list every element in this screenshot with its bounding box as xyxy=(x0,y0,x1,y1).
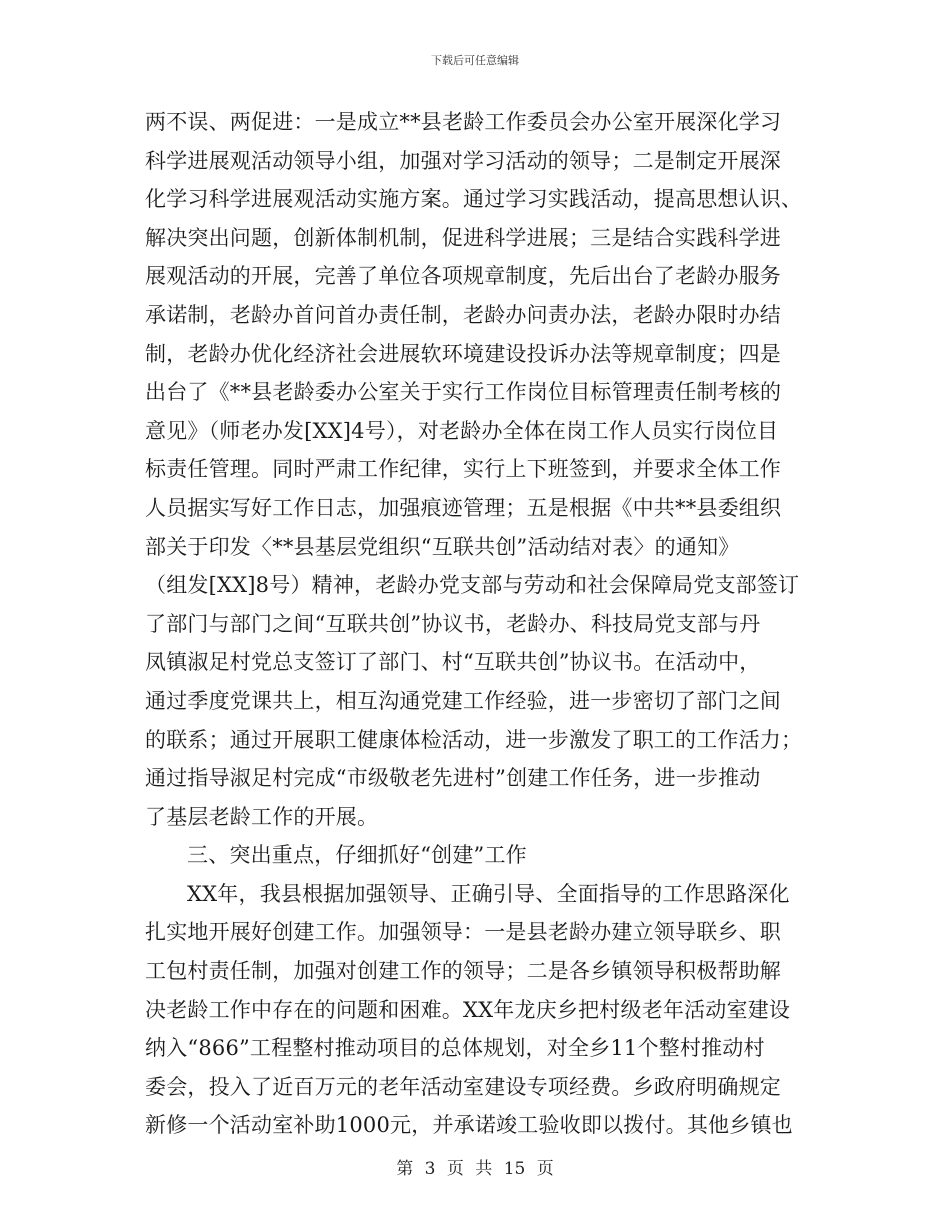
text-line: 新修一个活动室补助1000元，并承诺竣工验收即以拨付。其他乡镇也 xyxy=(145,1113,793,1138)
text-line: 两不误、两促进：一是成立**县老龄工作委员会办公室开展深化学习 xyxy=(145,110,782,134)
text-line: 通过指导淑足村完成“市级敬老先进村”创建工作任务，进一步推动 xyxy=(145,766,761,791)
text-line: 展观活动的开展，完善了单位各项规章制度，先后出台了老龄办服务 xyxy=(145,264,781,289)
text-line: 了部门与部门之间“互联共创”协议书，老龄办、科技局党支部与丹 xyxy=(145,611,761,636)
text-line: 纳入“866”工程整村推动项目的总体规划，对全乡11个整村推动村 xyxy=(145,1036,765,1061)
text-line: 人员据实写好工作日志，加强痕迹管理；五是根据《中共**县委组织 xyxy=(145,495,782,520)
text-line: 的联系；通过开展职工健康体检活动，进一步激发了职工的工作活力； xyxy=(145,727,803,752)
text-line: 部关于印发〈**县基层党组织“互联共创”活动结对表〉的通知》 xyxy=(145,534,740,559)
text-line: 工包村责任制，加强对创建工作的领导；二是各乡镇领导积极帮助解 xyxy=(145,959,781,984)
text-line: 制，老龄办优化经济社会进展软环境建设投诉办法等规章制度；四是 xyxy=(145,341,781,366)
text-line: 解决突出问题，创新体制机制，促进科学进展；三是结合实践科学进 xyxy=(145,225,781,250)
page-header: 下载后可任意编辑 xyxy=(431,54,519,67)
text-line: 扎实地开展好创建工作。加强领导：一是县老龄办建立领导联乡、职 xyxy=(145,920,781,945)
text-line: 委会，投入了近百万元的老年活动室建设专项经费。乡政府明确规定 xyxy=(145,1074,781,1099)
text-line: 通过季度党课共上，相互沟通党建工作经验，进一步密切了部门之间 xyxy=(145,688,781,713)
text-line: 凤镇淑足村党总支签订了部门、村“互联共创”协议书。在活动中， xyxy=(145,650,761,675)
text-line: 承诺制，老龄办首问首办责任制，老龄办问责办法，老龄办限时办结 xyxy=(145,302,781,327)
text-line: 化学习科学进展观活动实施方案。通过学习实践活动，提高思想认识、 xyxy=(145,187,803,212)
text-line: 三、突出重点，仔细抓好“创建”工作 xyxy=(187,843,527,868)
text-line: 标责任管理。同时严肃工作纪律，实行上下班签到，并要求全体工作 xyxy=(145,457,781,482)
text-line: 科学进展观活动领导小组，加强对学习活动的领导；二是制定开展深 xyxy=(145,148,781,173)
page-number: 第 3 页 共 15 页 xyxy=(396,1159,554,1179)
text-line: （组发[XX]8号）精神，老龄办党支部与劳动和社会保障局党支部签订 xyxy=(145,573,800,598)
text-line: XX年，我县根据加强领导、正确引导、全面指导的工作思路深化 xyxy=(187,881,790,906)
text-line: 决老龄工作中存在的问题和困难。XX年龙庆乡把村级老年活动室建设 xyxy=(145,997,791,1022)
document-body xyxy=(145,103,805,1145)
text-line: 了基层老龄工作的开展。 xyxy=(145,804,379,829)
text-line: 出台了《**县老龄委办公室关于实行工作岗位目标管理责任制考核的 xyxy=(145,380,782,405)
text-line: 意见》（师老办发[XX]4号），对老龄办全体在岗工作人员实行岗位目 xyxy=(145,418,779,443)
